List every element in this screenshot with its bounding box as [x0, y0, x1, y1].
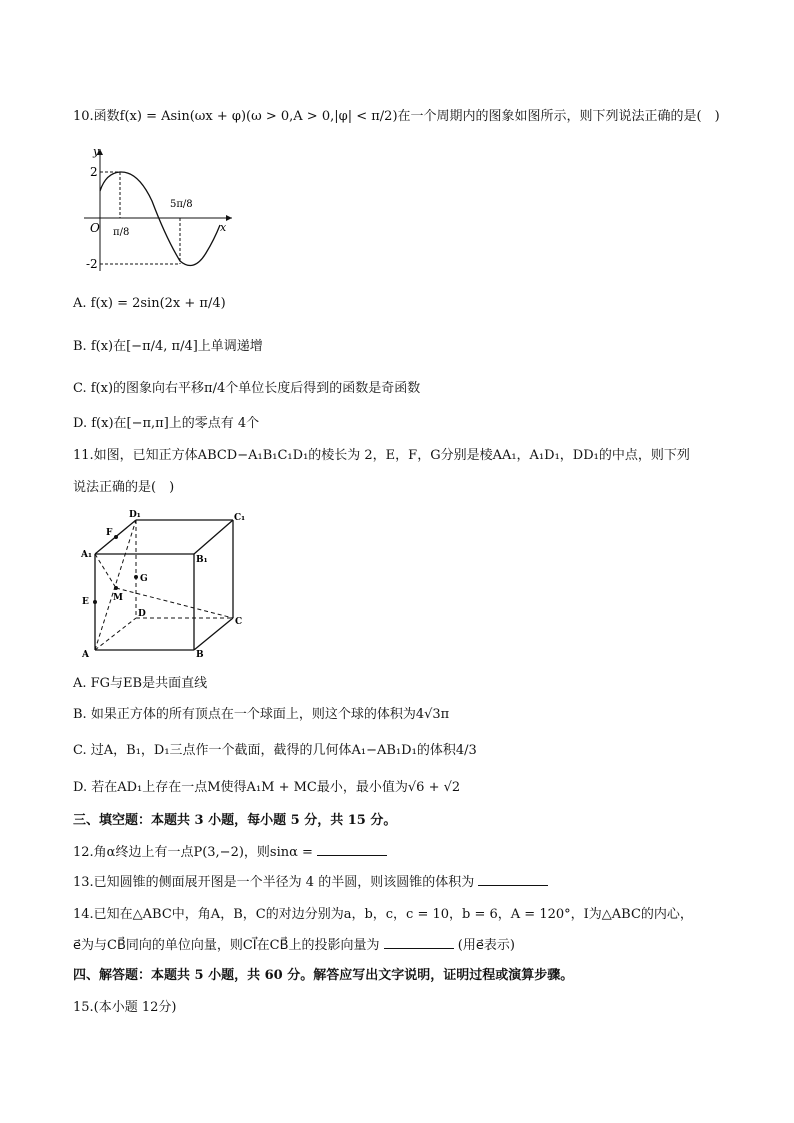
point-m [114, 586, 118, 590]
q13-answer-blank [478, 873, 548, 886]
label-a1: A₁ [81, 550, 92, 560]
q11-stem-line1: 11.如图，已知正方体ABCD−A₁B₁C₁D₁的棱长为 2，E，F，G分别是棱AA₁，A₁D₁，DD₁的中点，则下列 [73, 448, 690, 463]
q15: 15.(本小题 12分) [73, 1000, 177, 1015]
point-g [134, 575, 138, 579]
label-c: C [235, 617, 243, 627]
q14-line2 [73, 936, 515, 955]
label-m: M [113, 593, 123, 603]
x-axis-label: x [220, 221, 227, 234]
y-max-label: 2 [90, 165, 98, 179]
label-b: B [196, 650, 204, 658]
q10-option-c: C. f(x)的图象向右平移π/4个单位长度后得到的函数是奇函数 [73, 381, 421, 396]
sine-curve [100, 172, 220, 266]
label-d1: D₁ [129, 510, 141, 520]
y-axis-label: y [93, 145, 100, 158]
q13 [73, 873, 548, 892]
label-a: A [82, 650, 89, 658]
y-min-label: -2 [86, 257, 98, 271]
q11-option-a: A. FG与EB是共面直线 [73, 676, 208, 691]
q11-option-c: C. 过A，B₁，D₁三点作一个截面，截得的几何体A₁−AB₁D₁的体积4/3 [73, 743, 477, 758]
label-b1: B₁ [196, 555, 208, 565]
point-e [93, 600, 97, 604]
x-tick-pi-8: π/8 [113, 227, 130, 238]
q10-sine-graph [82, 143, 242, 278]
q10-option-b: B. f(x)在[−π/4, π/4]上单调递增 [73, 339, 263, 354]
q12 [73, 843, 387, 862]
q14-line2-suffix: (用e⃗表示) [457, 938, 515, 953]
x-tick-5pi-8: 5π/8 [170, 199, 193, 210]
section3-header: 三、填空题：本题共 3 小题，每小题 5 分，共 15 分。 [73, 813, 397, 828]
origin-label: O [90, 221, 100, 235]
q11-option-b: B. 如果正方体的所有顶点在一个球面上，则这个球的体积为4√3π [73, 707, 450, 722]
section4-header: 四、解答题：本题共 5 小题，共 60 分。解答应写出文字说明，证明过程或演算步骤。 [73, 968, 574, 983]
point-f [114, 535, 118, 539]
q14-line1: 14.已知在△ABC中，角A，B，C的对边分别为a，b，c，c = 10，b = 6，A = 120°，I为△ABC的内心， [73, 907, 693, 922]
label-c1: C₁ [234, 513, 246, 523]
label-f: F [106, 528, 113, 538]
label-e: E [82, 597, 89, 607]
q12-text: 12.角α终边上有一点P(3,−2)，则sinα = [73, 845, 313, 860]
q11-option-d: D. 若在AD₁上存在一点M使得A₁M + MC最小，最小值为√6 + √2 [73, 780, 461, 795]
q10-option-a: A. f(x) = 2sin(2x + π/4) [73, 296, 226, 311]
q12-answer-blank [317, 843, 387, 856]
label-g: G [140, 574, 148, 584]
q10-stem: 10.函数f(x) = Asin(ωx + φ)(ω > 0,A > 0,|φ| < π/2)在一个周期内的图象如图所示，则下列说法正确的是( ) [73, 109, 720, 124]
q14-answer-blank [384, 936, 454, 949]
q10-option-d: D. f(x)在[−π,π]上的零点有 4个 [73, 416, 260, 431]
q11-cube-figure [76, 508, 256, 658]
q11-stem-line2: 说法正确的是( ) [73, 480, 175, 495]
q13-text: 13.已知圆锥的侧面展开图是一个半径为 4 的半圆，则该圆锥的体积为 [73, 875, 475, 890]
q14-line2-text: e⃗为与CB⃗同向的单位向量，则CI⃗在CB⃗上的投影向量为 [73, 938, 380, 953]
label-d: D [138, 609, 146, 619]
